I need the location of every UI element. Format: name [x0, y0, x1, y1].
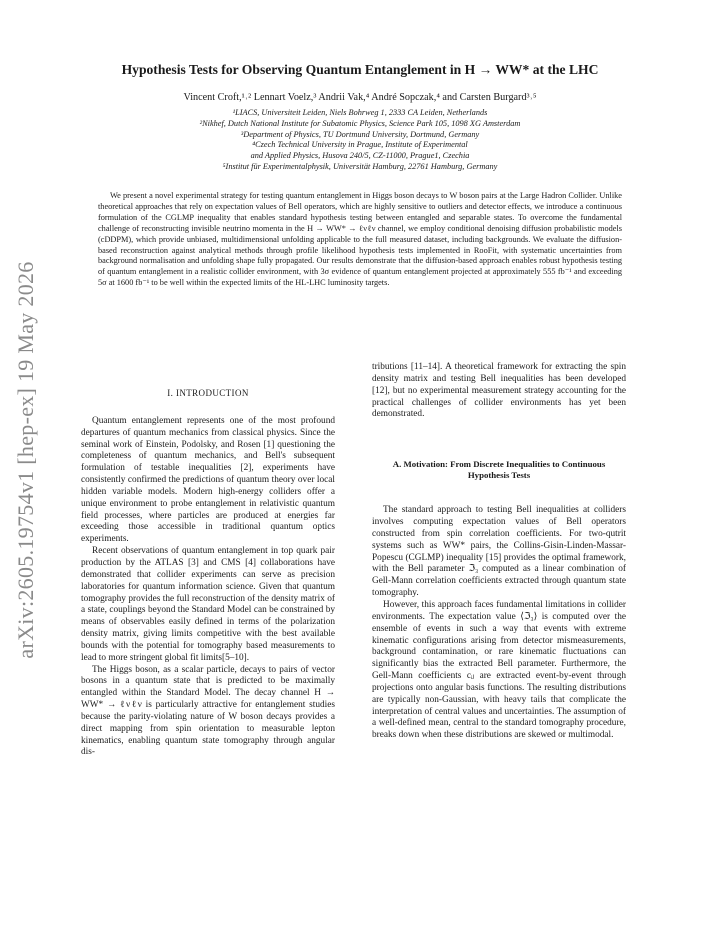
subsection-heading-motivation: A. Motivation: From Discrete Inequalities to Continuous Hypothesis Tests — [392, 459, 606, 481]
affiliation-3: ³Department of Physics, TU Dortmund University, Dortmund, Germany — [240, 129, 480, 139]
arxiv-identifier — [6, 250, 46, 670]
intro-paragraph-2: Recent observations of quantum entanglement in top quark pair production by the ATLAS [3] and CMS [4] collaborations have demonstrated that collider experiments can serve as precision laboratories for quantum information science. Given that quantum tomography provides the full reconstruction of the density matrix of a state, couplings beyond the Standard Model can be constrained by means of observables easily defined in terms of the polarization density matrix, giving limits competitive with the best available bounds with the potential for tomography based measurements to lead to more stringent global fit limits[5–10]. — [81, 546, 335, 663]
motivation-paragraph-2: However, this approach faces fundamental limitations in collider environments. The expectation value ⟨ℑ₃⟩ is computed over the ensemble of events in such a way that events with extreme kinematic configurations arising from detector mismeasurements, background contamination, or rare kinematic fluctuations can significantly bias the extracted Bell parameter. Furthermore, the Gell-Mann coefficients cᵢⱼ are extracted event-by-event through projections onto angular basis functions. The resulting distributions are typically non-Gaussian, with heavy tails that complicate the interpretation of central values and uncertainties. The assumption of a well-defined mean, central to the standard tomography procedure, breaks down when these distributions are skewed or multimodal. — [372, 599, 626, 741]
affiliation-2: ²Nikhef, Dutch National Institute for Subatomic Physics, Science Park 105, 1098 XG Amsterdam — [199, 118, 521, 128]
affiliation-5: ⁵Institut für Experimentalphysik, Universität Hamburg, 22761 Hamburg, Germany — [222, 161, 498, 171]
affiliation-4-cont: and Applied Physics, Husova 240/5, CZ-11000, Prague1, Czechia — [250, 151, 470, 161]
arxiv-identifier-text: arXiv:2605.19754v1 [hep-ex] 19 May 2026 — [13, 261, 38, 659]
intro-paragraph-3: The Higgs boson, as a scalar particle, decays to pairs of vector bosons in a quantum state that is predicted to be maximally entangled within the Standard Model. The decay channel H → WW* → ℓνℓν is particularly attractive for entanglement studies because the parity-violating nature of W boson decays provides a direct mapping from spin orientation to measurable lepton kinematics, enabling quantum state tomography through angular dis- — [81, 664, 335, 758]
paper-title: Hypothesis Tests for Observing Quantum Entanglement in H → WW* at the LHC — [121, 62, 599, 77]
author-list: Vincent Croft,¹˒² Lennart Voelz,³ Andrii Vak,⁴ André Sopczak,⁴ and Carsten Burgard³˒⁵ — [183, 92, 537, 103]
intro-continuation: tributions [11–14]. A theoretical framework for extracting the spin density matrix and testing Bell inequalities has been developed [12], but no experimental measurement strategy accounting for the practical challenges of collider environments has yet been demonstrated. — [372, 362, 626, 420]
affiliation-1: ¹LIACS, Universiteit Leiden, Niels Bohrweg 1, 2333 CA Leiden, Netherlands — [232, 108, 488, 117]
motivation-paragraph-1: The standard approach to testing Bell inequalities at colliders involves computing expectation values of Bell operators constructed from spin correlation coefficients. For two-qutrit systems such as WW* pairs, the Collins-Gisin-Linden-Massar-Popescu (CGLMP) inequality [15] provides the optimal framework, with the Bell parameter ℑ₃ computed as a linear combination of Gell-Mann correlation coefficients extracted through quantum state tomography. — [372, 505, 626, 599]
left-column — [81, 388, 335, 759]
intro-paragraph-1: Quantum entanglement represents one of the most profound departures of quantum mechanics from classical physics. Since the seminal work of Einstein, Podolsky, and Rosen [1] questioning the completeness of quantum mechanics, and Bell's subsequent formulation of testable inequalities [2], experiments have consistently confirmed the predictions of quantum theory over local hidden variable models. Modern high-energy colliders offer a unique environment to probe entanglement in relativistic quantum field processes, where particles are produced at energies far exceeding those accessible in traditional quantum optics experiments. — [81, 415, 335, 545]
affiliation-4: ⁴Czech Technical University in Prague, Institute of Experimental — [252, 140, 468, 150]
abstract: We present a novel experimental strategy for testing quantum entanglement in Higgs boson decays to W boson pairs at the Large Hadron Collider. Unlike theoretical approaches that rely on expectation values of Bell operators, which are highly sensitive to outliers and detector effects, we introduce a continuous formulation of the CGLMP inequality that enables standard hypothesis testing between entangled and separable states. To overcome the fundamental challenge of reconstructing invisible neutrino momenta in the H → WW* → ℓνℓν channel, we employ conditional denoising diffusion probabilistic models (cDDPM), which provide unbiased, multidimensional unfolding applicable to the full measured dataset, including backgrounds. We evaluate the diffusion-based reconstruction against analytical methods through profile likelihood hypothesis tests implemented in RooFit, with systematic uncertainties from background normalisation and unfolding shape fully propagated. Our results demonstrate that the diffusion-based approach enables robust hypothesis testing of quantum entanglement in a realistic collider environment, with 3σ evidence of quantum entanglement projected at approximately 555 fb⁻¹ and exceeding 5σ at 1600 fb⁻¹ to be well within the expected limits of the HL-LHC luminosity targets. — [98, 191, 622, 288]
affiliations — [60, 108, 660, 173]
right-column — [372, 362, 626, 742]
section-heading-introduction: I. INTRODUCTION — [167, 388, 249, 398]
